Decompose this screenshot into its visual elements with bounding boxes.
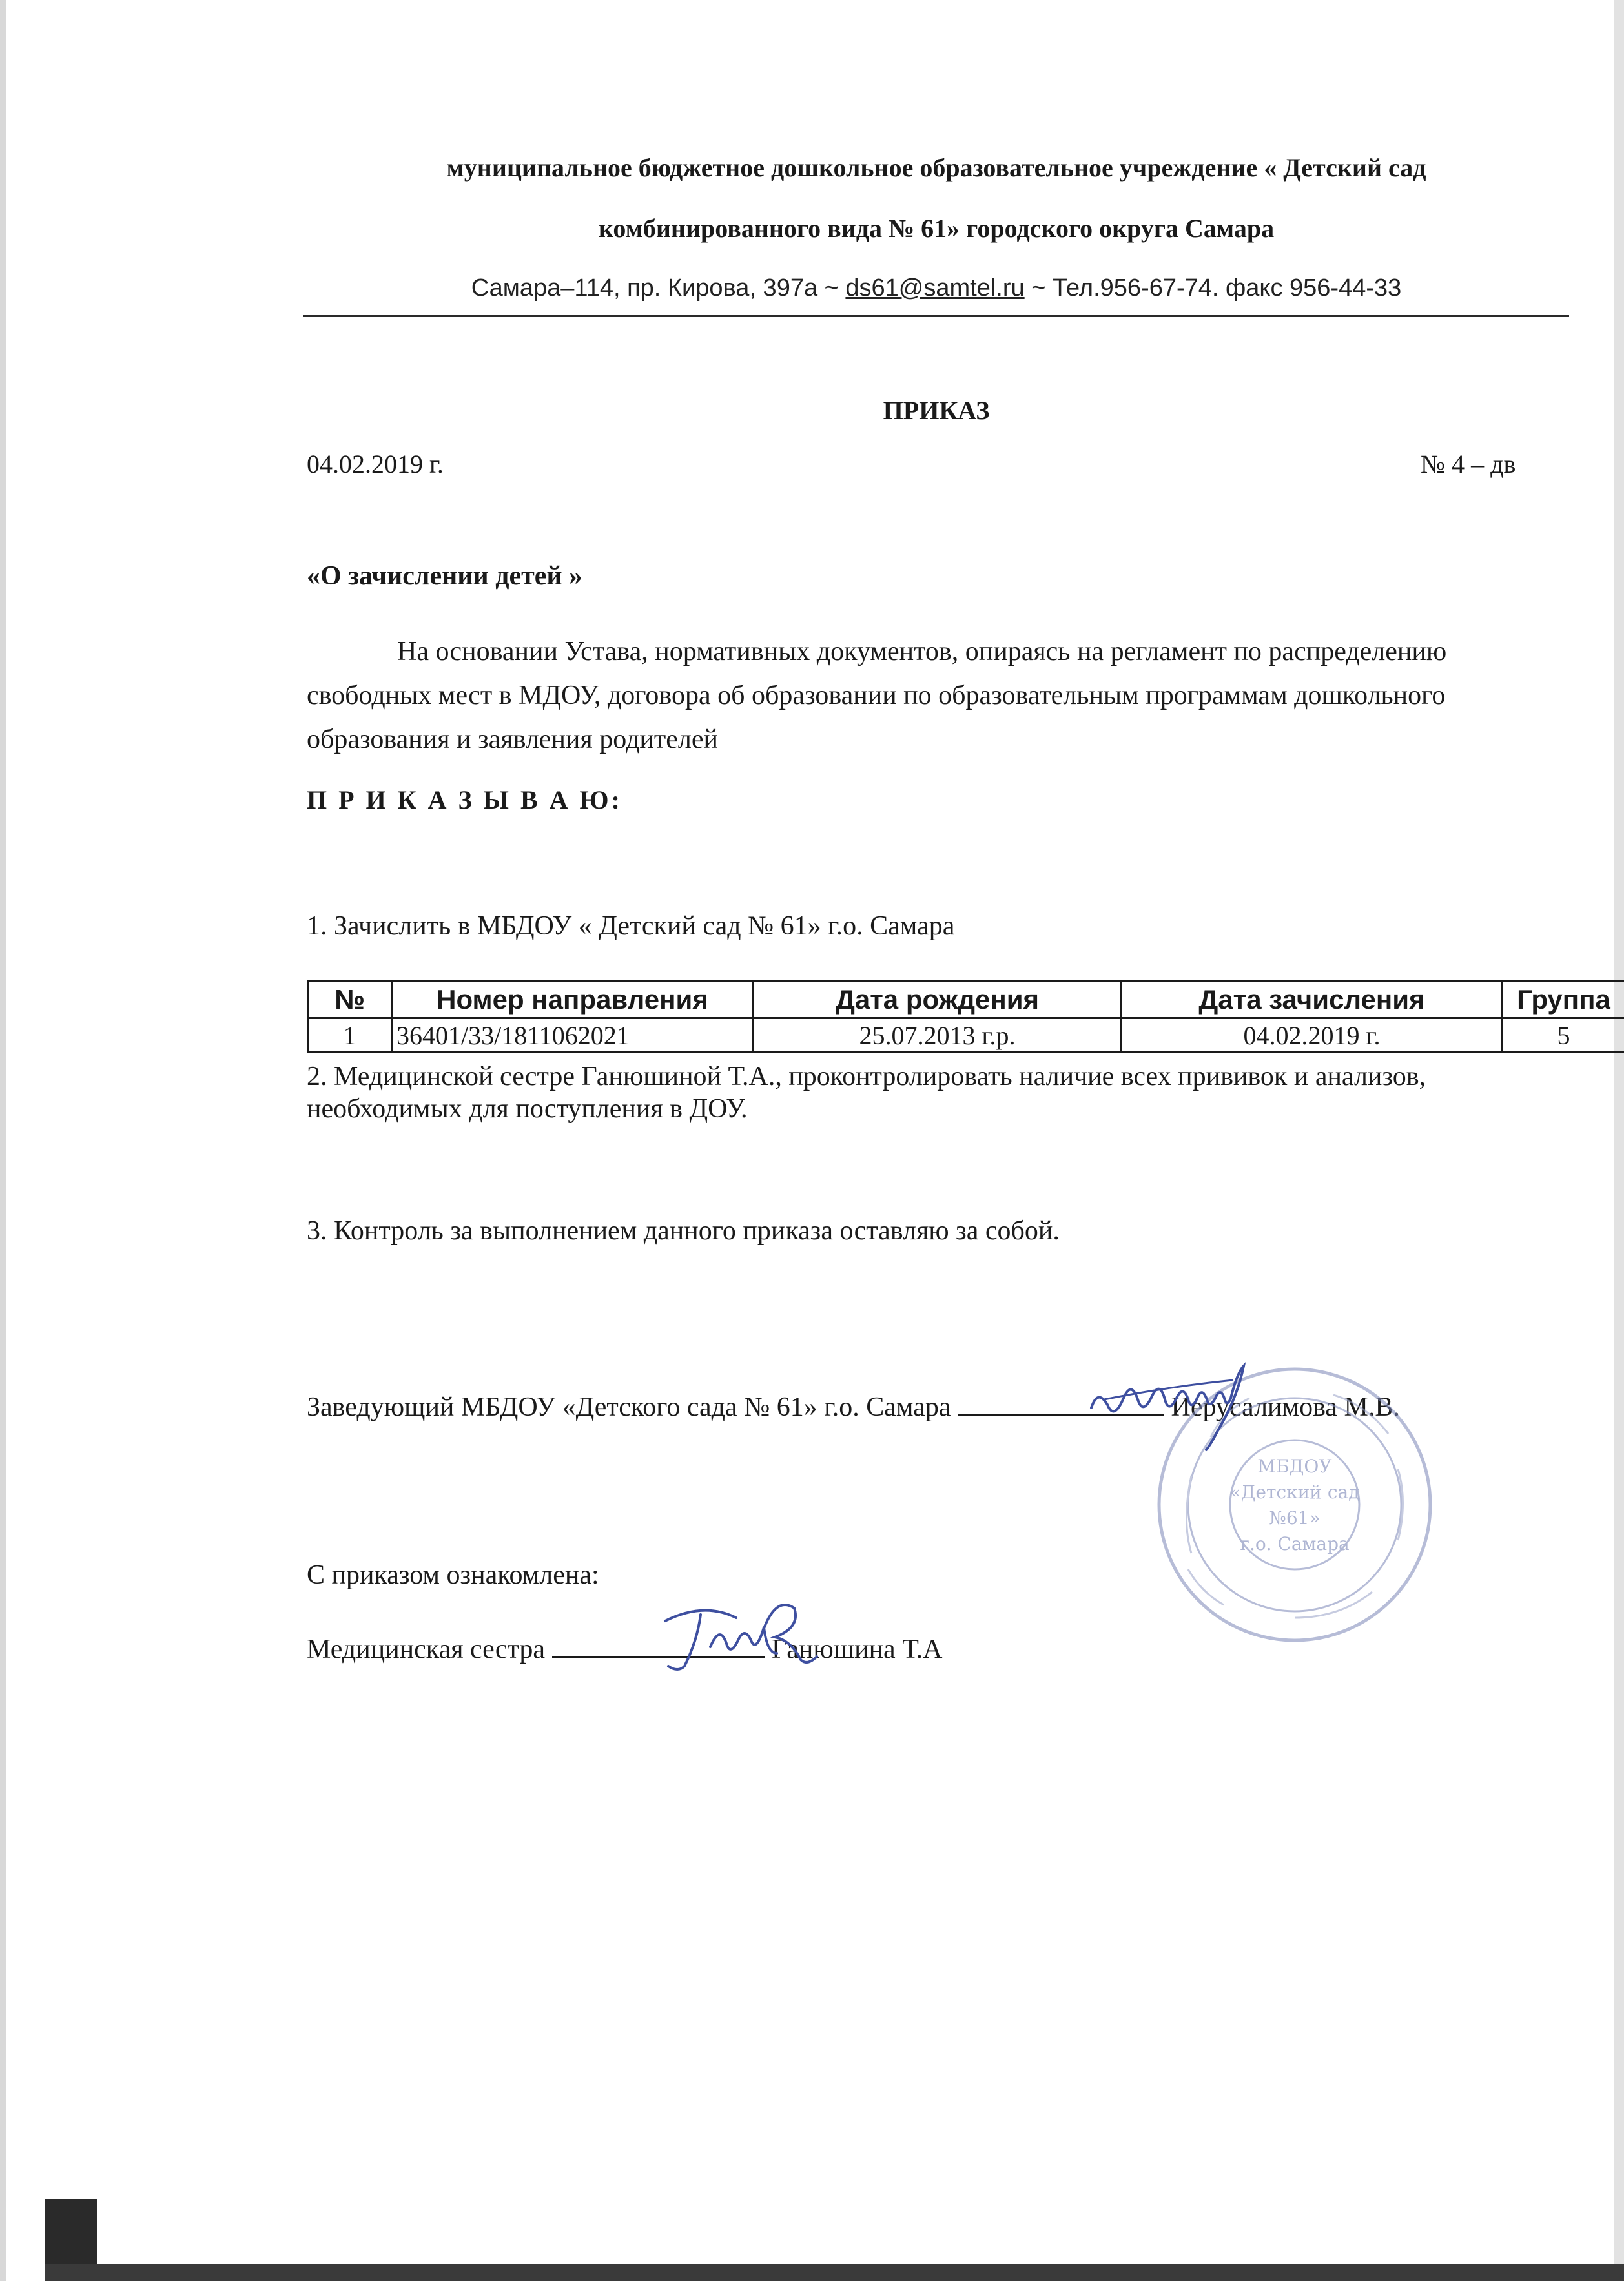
nurse-name: Ганюшина Т.А [772, 1635, 943, 1664]
document-title: ПРИКАЗ [883, 396, 990, 425]
cell-enroll-date: 04.02.2019 г. [1122, 1018, 1503, 1053]
order-item-2: 2. Медицинской сестре Ганюшиной Т.А., проконтролировать наличие всех прививок и анализов, необходимых для поступления в ДОУ. [307, 1062, 1426, 1124]
org-email: ds61@samtel.ru [845, 274, 1025, 302]
org-name-line2: комбинированного вида № 61» городского округа Самара [598, 214, 1275, 243]
order-heading: П Р И К А З Ы В А Ю: [307, 785, 622, 814]
document-preamble: На основании Устава, нормативных документов, опираясь на регламент по распределению свободных мест в МДОУ, договора об образовании по образовательным программам дошкольного образования и заявления родителей [307, 637, 1447, 754]
document-date: 04.02.2019 г. [307, 449, 444, 479]
org-name-line1: муниципальное бюджетное дошкольное образовательное учреждение « Детский сад [446, 153, 1426, 182]
document-number: № 4 – дв [1421, 449, 1516, 479]
nurse-position: Медицинская сестра [307, 1635, 546, 1664]
order-item-1: 1. Зачислить в МБДОУ « Детский сад № 61» г.о. Самара [307, 911, 955, 941]
nurse-signature [652, 1595, 846, 1686]
head-name: Иерусалимова М.В. [1171, 1392, 1400, 1422]
scan-bottom-edge [45, 2264, 1624, 2281]
head-position: Заведующий МБДОУ «Детского сада № 61» г.о. Самара [307, 1392, 951, 1422]
col-header-enroll-date: Дата зачисления [1122, 982, 1503, 1018]
stamp-line-4: г.о. Самара [1240, 1533, 1350, 1554]
stamp-line-3: №61» [1269, 1507, 1321, 1529]
table-header-row [308, 982, 1624, 1018]
head-signature [1085, 1359, 1253, 1463]
scan-right-edge [1614, 0, 1624, 2281]
col-header-birth-date: Дата рождения [754, 982, 1122, 1018]
stamp-line-1: МБДОУ [1257, 1456, 1332, 1477]
cell-number: 1 [308, 1018, 392, 1053]
org-phone-fax: ~ Тел.956-67-74. факс 956-44-33 [1024, 274, 1402, 302]
org-address: Самара–114, пр. Кирова, 397а ~ [471, 274, 846, 302]
table-row [308, 1018, 1624, 1053]
col-header-group: Группа [1503, 982, 1624, 1018]
cell-group: 5 [1503, 1018, 1624, 1053]
cell-referral: 36401/33/1811062021 [392, 1018, 754, 1053]
stamp-line-2: «Детский сад [1229, 1481, 1360, 1503]
document-subject: «О зачислении детей » [307, 561, 583, 591]
scan-left-edge [0, 0, 6, 2281]
acquainted-label: С приказом ознакомлена: [307, 1560, 599, 1590]
org-contacts [303, 274, 1569, 302]
order-item-3: 3. Контроль за выполнением данного приказа оставляю за собой. [307, 1216, 1060, 1246]
header-rule [303, 315, 1569, 317]
nurse-signature-line [307, 1634, 942, 1665]
cell-birth-date: 25.07.2013 г.р. [754, 1018, 1122, 1053]
enrollment-table [307, 980, 1624, 1053]
col-header-number: № [308, 982, 392, 1018]
col-header-referral: Номер направления [392, 982, 754, 1018]
